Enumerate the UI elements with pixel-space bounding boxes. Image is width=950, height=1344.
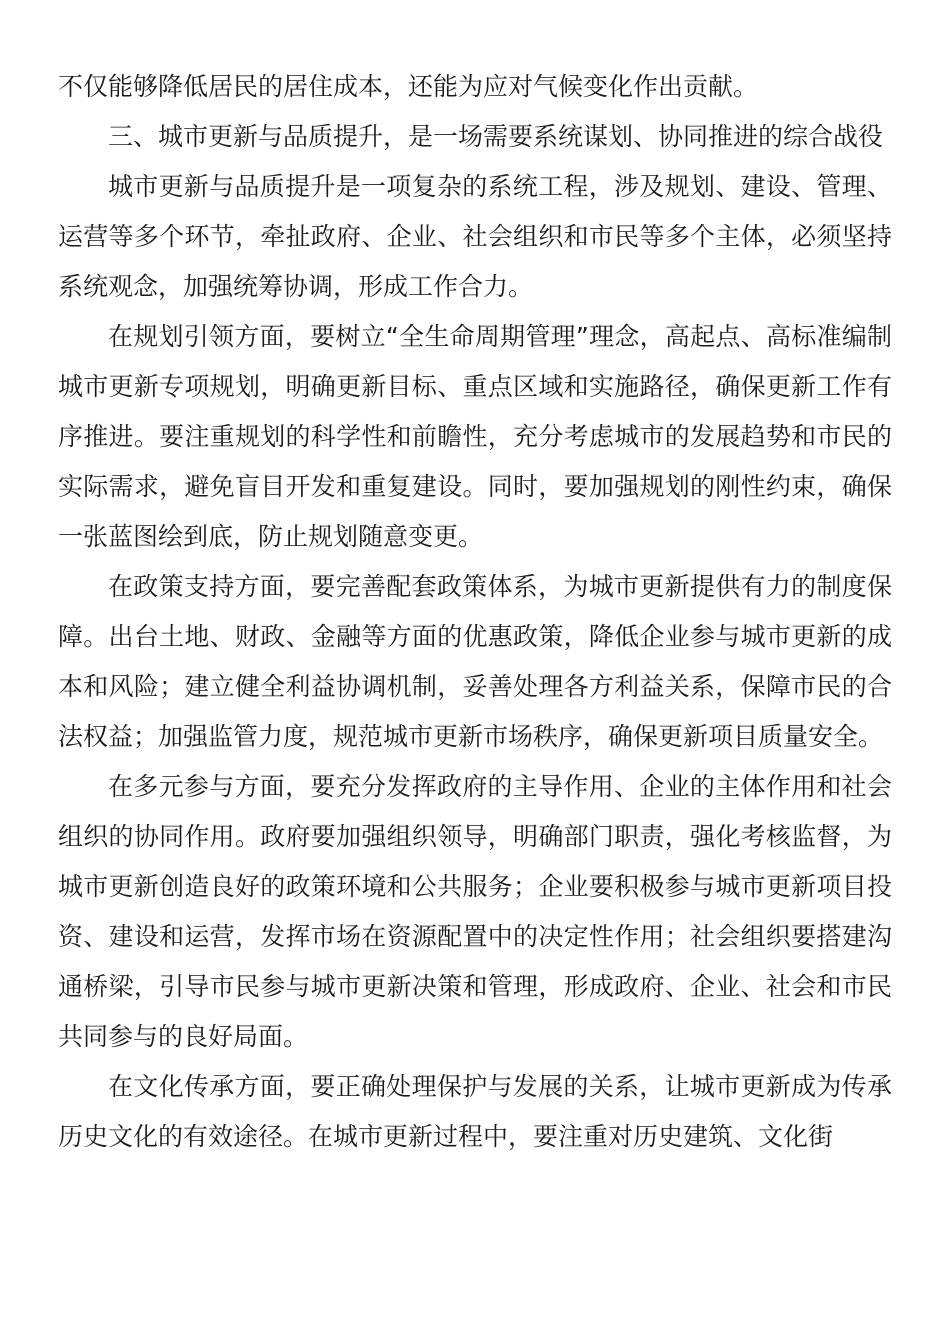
- document-page: [58, 62, 892, 1162]
- body-paragraph-planning: 在规划引领方面，要树立“全生命周期管理”理念，高起点、高标准编制城市更新专项规划，明确更新目标、重点区域和实施路径，确保更新工作有序推进。要注重规划的科学性和前瞻性，充分考虑城市的发展趋势和市民的实际需求，避免盲目开发和重复建设。同时，要加强规划的刚性约束，确保一张蓝图绘到底，防止规划随意变更。: [58, 322, 892, 551]
- body-paragraph-overview: 城市更新与品质提升是一项复杂的系统工程，涉及规划、建设、管理、运营等多个环节，牵扯政府、企业、社会组织和市民等多个主体，必须坚持系统观念，加强统筹协调，形成工作合力。: [58, 172, 892, 301]
- continuation-paragraph: 不仅能够降低居民的居住成本，还能为应对气候变化作出贡献。: [58, 72, 759, 101]
- body-paragraph-culture: 在文化传承方面，要正确处理保护与发展的关系，让城市更新成为传承历史文化的有效途径。在城市更新过程中，要注重对历史建筑、文化街: [58, 1072, 892, 1151]
- body-paragraph-participation: 在多元参与方面，要充分发挥政府的主导作用、企业的主体作用和社会组织的协同作用。政府要加强组织领导，明确部门职责，强化考核监督，为城市更新创造良好的政策环境和公共服务；企业要积极参与城市更新项目投资、建设和运营，发挥市场在资源配置中的决定性作用；社会组织要搭建沟通桥梁，引导市民参与城市更新决策和管理，形成政府、企业、社会和市民共同参与的良好局面。: [58, 772, 892, 1051]
- body-paragraph-policy: 在政策支持方面，要完善配套政策体系，为城市更新提供有力的制度保障。出台土地、财政、金融等方面的优惠政策，降低企业参与城市更新的成本和风险；建立健全利益协调机制，妥善处理各方利益关系，保障市民的合法权益；加强监管力度，规范城市更新市场秩序，确保更新项目质量安全。: [58, 572, 892, 751]
- section-heading: 三、城市更新与品质提升，是一场需要系统谋划、协同推进的综合战役: [108, 122, 884, 151]
